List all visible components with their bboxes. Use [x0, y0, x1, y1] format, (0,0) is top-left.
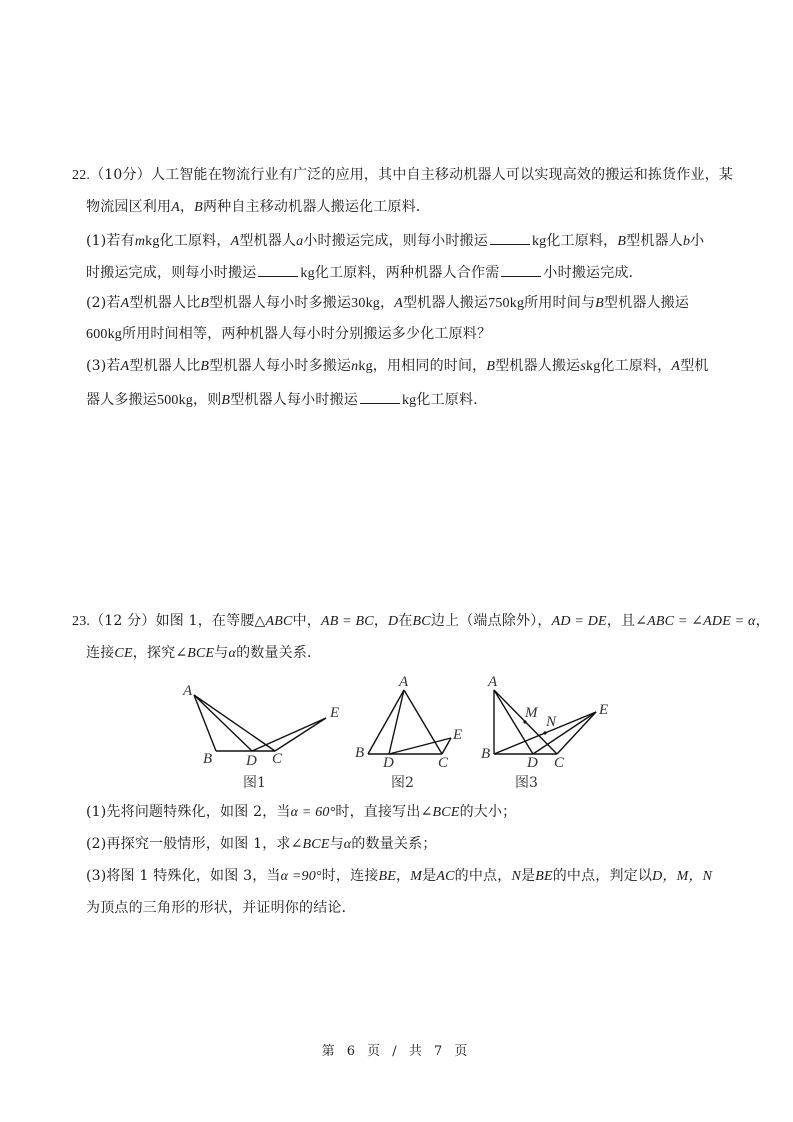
math: △ABC: [254, 614, 293, 629]
var: m: [134, 234, 146, 249]
fig3-caption: 图3: [515, 775, 538, 791]
text: 小时搬运完成，则每小时搬运: [303, 233, 488, 249]
text: 是: [422, 868, 437, 884]
fig2-caption: 图2: [391, 775, 414, 791]
math: ∠ABC = ∠ADE = α: [635, 614, 756, 629]
var: b: [682, 234, 691, 249]
q22-number: 22.: [72, 168, 91, 183]
text: ，探究: [132, 645, 176, 661]
fig3-label-n: N: [546, 714, 557, 730]
var: a: [296, 234, 304, 249]
page-footer: [0, 1040, 793, 1059]
var: A: [394, 296, 403, 311]
math: α: [228, 646, 237, 661]
text: 与: [214, 645, 229, 661]
math: D，M，N: [652, 869, 713, 884]
math: AD = DE: [551, 614, 607, 629]
math: ∠BCE: [175, 646, 215, 661]
q22-intro-text: 人工智能在物流行业有广泛的应用，其中自主移动机器人可以实现高效的搬运和拣货作业，某: [150, 167, 734, 183]
var: N: [511, 869, 521, 884]
var: B: [595, 296, 604, 311]
math: α = 60°: [290, 805, 336, 820]
text: 型机器人搬运: [603, 295, 690, 311]
fig2-label-d: D: [383, 755, 394, 771]
text: 型机器人每小时多搬运: [209, 358, 352, 374]
var: B: [486, 359, 496, 374]
part-label: (3)将图 1 特殊化，如图 3，当: [86, 868, 281, 884]
fig1-label-c: C: [272, 751, 283, 767]
value: 600kg: [86, 327, 122, 342]
fig2-label-a: A: [399, 674, 409, 690]
fig1-label-b: B: [203, 751, 213, 767]
text: 所用时间与: [524, 295, 596, 311]
text: 型机器人比: [129, 358, 201, 374]
text: 型机器人: [626, 233, 683, 249]
text: 型机器人搬运: [402, 295, 489, 311]
text: 小: [690, 233, 705, 249]
var: A: [120, 359, 130, 374]
text: 的大小；: [459, 804, 517, 820]
text: 型机器人比: [129, 295, 201, 311]
text: 与: [329, 836, 344, 852]
text: ，: [396, 868, 411, 884]
value: 750kg: [488, 296, 525, 311]
math: AB = BC: [320, 614, 374, 629]
part-label: (2)再探究一般情形，如图 1，求: [86, 836, 291, 852]
text: 器人多搬运: [86, 392, 157, 408]
math: ∠BCE: [420, 805, 460, 820]
fig3-label-a: A: [488, 674, 498, 690]
page-number: 第 6 页 / 共 7 页: [321, 1044, 472, 1059]
unit: kg: [300, 266, 315, 281]
part-label: (2)若: [86, 295, 121, 311]
text: 连接: [86, 645, 115, 661]
q23-score: （12 分）: [90, 613, 156, 629]
text: 边上（端点除外），: [430, 613, 552, 629]
value: 500kg: [157, 393, 193, 408]
var: s: [580, 359, 587, 374]
text: 时搬运完成，则每小时搬运: [86, 265, 257, 281]
q23-part3-line-2: [86, 899, 356, 917]
math: AC: [436, 869, 455, 884]
fig3-label-c: C: [554, 755, 565, 771]
text: 化工原料，: [600, 358, 672, 374]
var: A: [230, 234, 240, 249]
unit: kg: [145, 234, 160, 249]
text: 化工原料，两种机器人合作需: [314, 265, 500, 281]
part-label: (1)先将问题特殊化，如图 2，当: [86, 804, 291, 820]
text: 化工原料，: [159, 233, 231, 249]
text: 的数量关系．: [236, 645, 322, 661]
var: A: [671, 359, 681, 374]
text: 化工原料，: [546, 233, 618, 249]
text: ，: [373, 613, 389, 629]
part-label: (1)若有: [86, 233, 135, 249]
text: ，用相同的时间，: [372, 358, 487, 374]
text: ，: [379, 295, 395, 311]
q23-part1: [86, 803, 516, 822]
text: 时，连接: [321, 868, 379, 884]
math: CE: [114, 646, 133, 661]
q23-number: 23.: [72, 614, 91, 629]
text: 的数量关系；: [351, 836, 437, 852]
var: A: [120, 296, 130, 311]
text: 型机器人每小时搬运: [230, 392, 358, 408]
unit: kg: [401, 393, 417, 408]
text: 型机器人: [239, 233, 297, 249]
text: 如图 1，在等腰: [155, 613, 255, 629]
var: B: [200, 296, 210, 311]
unit: kg: [586, 359, 601, 374]
fig3-label-b: B: [481, 746, 491, 762]
q22-score: （10分）: [90, 167, 151, 183]
text: 型机器人每小时多搬运: [209, 295, 352, 311]
var: n: [351, 359, 359, 374]
text: ，: [755, 613, 770, 629]
text: 物流园区利用: [86, 199, 172, 215]
part-label: (3)若: [86, 358, 121, 374]
math: BE: [378, 869, 397, 884]
var: B: [221, 393, 231, 408]
fig1-label-e: E: [330, 705, 340, 721]
text: 所用时间相等，两种机器人每小时分别搬运多少化工原料？: [122, 326, 492, 342]
math: α: [343, 837, 352, 852]
unit: kg: [531, 234, 547, 249]
value: 30kg: [351, 296, 380, 311]
math: BE: [535, 869, 553, 884]
unit: kg: [358, 359, 373, 374]
text: 小时搬运完成．: [543, 265, 643, 281]
text: 是: [520, 868, 536, 884]
var: D: [388, 614, 399, 629]
math: ∠BCE: [290, 837, 330, 852]
text: 中，: [292, 613, 321, 629]
text: 型机器人搬运: [495, 358, 581, 374]
fig1-caption: 图1: [243, 775, 266, 791]
fig2-label-b: B: [355, 745, 365, 761]
text: 的中点，判定以: [552, 868, 653, 884]
var: B: [200, 359, 210, 374]
text: 时，直接写出: [335, 804, 421, 820]
text: ，则: [193, 392, 222, 408]
fig2-label-c: C: [438, 755, 449, 771]
text: 型机: [680, 358, 709, 374]
math: BC: [412, 614, 431, 629]
fig1-label-a: A: [183, 683, 193, 699]
text: ，: [179, 199, 195, 215]
text: ，且: [606, 613, 636, 629]
text: 两种自主移动机器人搬运化工原料．: [202, 199, 431, 215]
fig3-label-m: M: [525, 705, 538, 721]
fig1-label-d: D: [246, 753, 257, 769]
var-b: B: [194, 200, 203, 215]
fig3-label-e: E: [599, 702, 609, 718]
text: 在: [398, 613, 413, 629]
text: 化工原料．: [416, 392, 488, 408]
text: 为顶点的三角形的形状，并证明你的结论．: [86, 900, 356, 916]
var: B: [617, 234, 627, 249]
fig3-label-d: D: [527, 755, 538, 771]
fig2-label-e: E: [453, 727, 463, 743]
var-a: A: [171, 200, 180, 215]
var: M: [410, 869, 423, 884]
q23-part3-line-1: [86, 867, 712, 886]
text: 的中点，: [454, 868, 512, 884]
q23-part2: [86, 835, 437, 854]
math: α =90°: [280, 869, 322, 884]
